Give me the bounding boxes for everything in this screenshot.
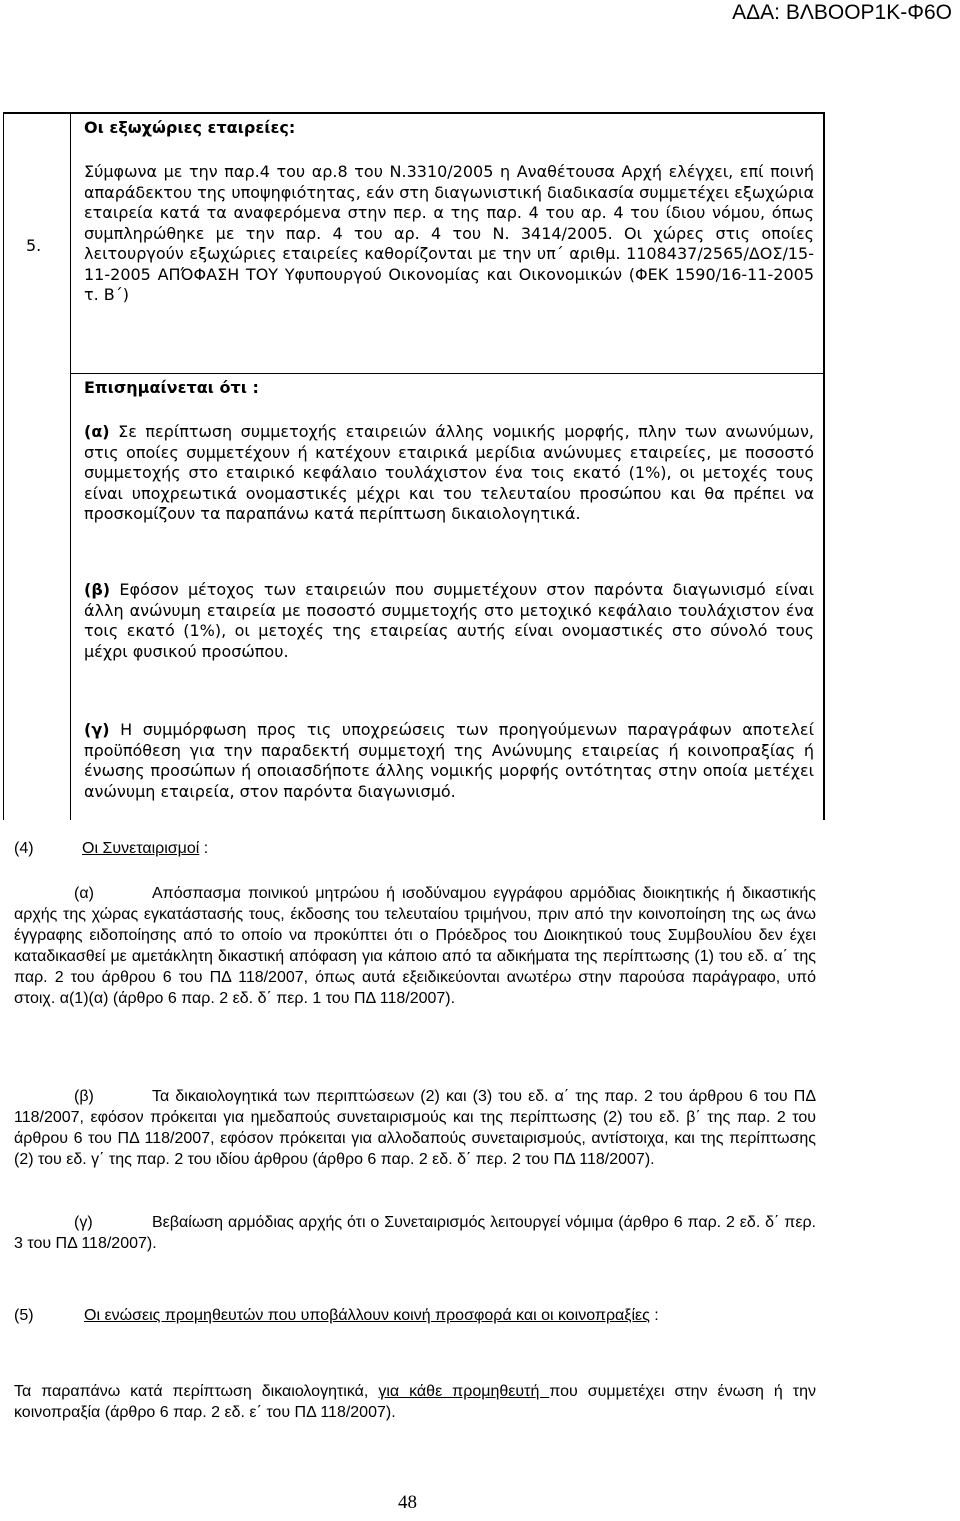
note-c	[84, 720, 814, 802]
note-c-text: Η συμμόρφωση προς τις υποχρεώσεις των προηγούμενων παραγράφων αποτελεί προϋπόθεση για την παραδεκτή συμμετοχή της Ανώνυμης εταιρείας ή κοινοπραξίας ή ένωσης προσώπων ή οποιασδήποτε άλλης νομικής μορφής οντότητας στην οποία μετέχει ανώνυμη εταιρεία, στον παρόντα διαγωνισμό.	[84, 720, 814, 801]
note-heading: Επισημαίνεται ότι :	[84, 378, 259, 397]
section5-title-suffix: :	[649, 1307, 659, 1324]
ada-code: ΑΔΑ: ΒΛΒΟΟΡ1Κ-Φ6Ο	[732, 1, 952, 24]
section4-b-text: Τα δικαιολογητικά των περιπτώσεων (2) και (3) του εδ. α΄ της παρ. 2 του άρθρου 6 του ΠΔ 118/2007, εφόσον πρόκειται για ημεδαπούς συνεταιρισμούς και της περίπτωσης (2) του εδ. β΄ της παρ. 2 του άρθρου 6 του ΠΔ 118/2007, εφόσον πρόκειται για αλλοδαπούς συνεταιρισμούς, αντίστοιχα, και της περίπτωσης (2) του εδ. γ΄ της παρ. 2 του ιδίου άρθρου (άρθρο 6 παρ. 2 εδ. δ΄ περ. 2 του ΠΔ 118/2007).	[14, 1088, 816, 1168]
section4-c-text: Βεβαίωση αρμόδιας αρχής ότι ο Συνεταιρισμός λειτουργεί νόμιμα (άρθρο 6 παρ. 2 εδ. δ΄ περ. 3 του ΠΔ 118/2007).	[14, 1214, 816, 1252]
note-a-text: Σε περίπτωση συμμετοχής εταιρειών άλλης νομικής μορφής, πλην των ανωνύμων, στις οποίες συμμετέχουν ή κατέχουν εταιρικά μερίδια ανώνυμες εταιρείες, με ποσοστό συμμετοχής στο εταιρικό κεφάλαιο τουλάχιστον ένα τοις εκατό (1%), οι μετοχές τους είναι υποχρεωτικά ονομαστικές μέχρι και του τελευταίου προσώπου και θα πρέπει να προσκομίζουν τα παραπάνω κατά περίπτωση δικαιολογητικά.	[84, 422, 814, 523]
page-number: 48	[398, 1492, 417, 1513]
section5-heading	[14, 1305, 824, 1326]
note-b-text: Εφόσον μέτοχος των εταιρειών που συμμετέχουν στον παρόντα διαγωνισμό είναι άλλη ανώνυμη εταιρεία με ποσοστό συμμετοχής στο μετοχικό κεφάλαιο τουλάχιστον ένα τοις εκατό (1%), οι μετοχές της εταιρείας αυτής είναι ονομαστικές στο σύνολό τους μέχρι φυσικού προσώπου.	[84, 580, 814, 661]
section5-text-before: Τα παραπάνω κατά περίπτωση δικαιολογητικά,	[14, 1383, 379, 1400]
section5-text	[14, 1381, 816, 1423]
section4-title-suffix: :	[199, 840, 209, 857]
section5-number: (5)	[14, 1307, 34, 1324]
note-c-label: (γ)	[84, 720, 110, 739]
offshore-body: Σύμφωνα με την παρ.4 του αρ.8 του Ν.3310/2005 η Αναθέτουσα Αρχή ελέγχει, επί ποινή απαράδεκτου της υποψηφιότητας, εάν στη διαγωνιστική διαδικασία συμμετέχει εξωχώρια εταιρεία κατά τα αναφερόμενα στην περ. α της παρ. 4 του αρ. 4 του ίδιου νόμου, όπως συμπληρώθηκε με την παρ. 4 του αρ. 4 του Ν. 3414/2005. Οι χώρες στις οποίες λειτουργούν εξωχώριες εταιρείες καθορίζονται με την υπ΄ αριθμ. 1108437/2565/ΔΟΣ/15-11-2005 ΑΠΌΦΑΣΗ ΤΟΥ Υφυπουργού Οικονομίας και Οικονομικών (ΦΕΚ 1590/16-11-2005 τ. Β΄)	[84, 162, 814, 304]
section4-a-text: Απόσπασμα ποινικού μητρώου ή ισοδύναμου εγγράφου αρμόδιας διοικητικής ή δικαστικής αρχής της χώρας εγκατάστασής τους, έκδοσης του τελευταίου τριμήνου, πριν από την κοινοποίηση της ως άνω έγγραφης ειδοποίησης από το οποίο να προκύπτει ότι ο Πρόεδρος του Διοικητικού τους Συμβουλίου δεν έχει καταδικασθεί με αμετάκλητη δικαστική απόφαση για κάποιο από τα αδικήματα της περίπτωσης (1) του εδ. α΄ της παρ. 2 του άρθρου 6 του ΠΔ 118/2007, όπως αυτά εξειδικεύονται ανωτέρω στην παρούσα παράγραφο, υπό στοιχ. α(1)(α) (άρθρο 6 παρ. 2 εδ. δ΄ περ. 1 του ΠΔ 118/2007).	[14, 885, 816, 1007]
row-number: 5.	[26, 236, 42, 255]
section4-item-b	[14, 1086, 816, 1170]
section4-number: (4)	[14, 840, 34, 857]
section5-title: Οι ενώσεις προμηθευτών που υποβάλλουν κοινή προσφορά και οι κοινοπραξίες	[84, 1307, 650, 1324]
note-a	[84, 422, 814, 525]
column-divider	[70, 114, 71, 820]
section4-heading	[14, 838, 816, 859]
section4-a-label: (α)	[74, 885, 94, 902]
note-a-label: (α)	[84, 422, 110, 441]
table-title: Οι εξωχώριες εταιρείες:	[84, 118, 296, 137]
section4-item-c	[14, 1212, 816, 1254]
note-b-label: (β)	[84, 580, 111, 599]
section4-b-label: (β)	[74, 1088, 94, 1105]
offshore-companies-table	[3, 112, 825, 820]
row-divider	[70, 373, 823, 374]
section5-text-after: που συμμετέχει στην ένωση ή την κοινοπραξία (άρθρο 6 παρ. 2 εδ. ε΄ του ΠΔ 118/2007).	[14, 1383, 817, 1421]
section4-title: Οι Συνεταιρισμοί	[82, 840, 200, 857]
note-b	[84, 580, 814, 662]
section4-item-a	[14, 883, 816, 1009]
section5-text-underlined: για κάθε προμηθευτή	[378, 1383, 550, 1400]
section4-c-label: (γ)	[74, 1214, 93, 1231]
